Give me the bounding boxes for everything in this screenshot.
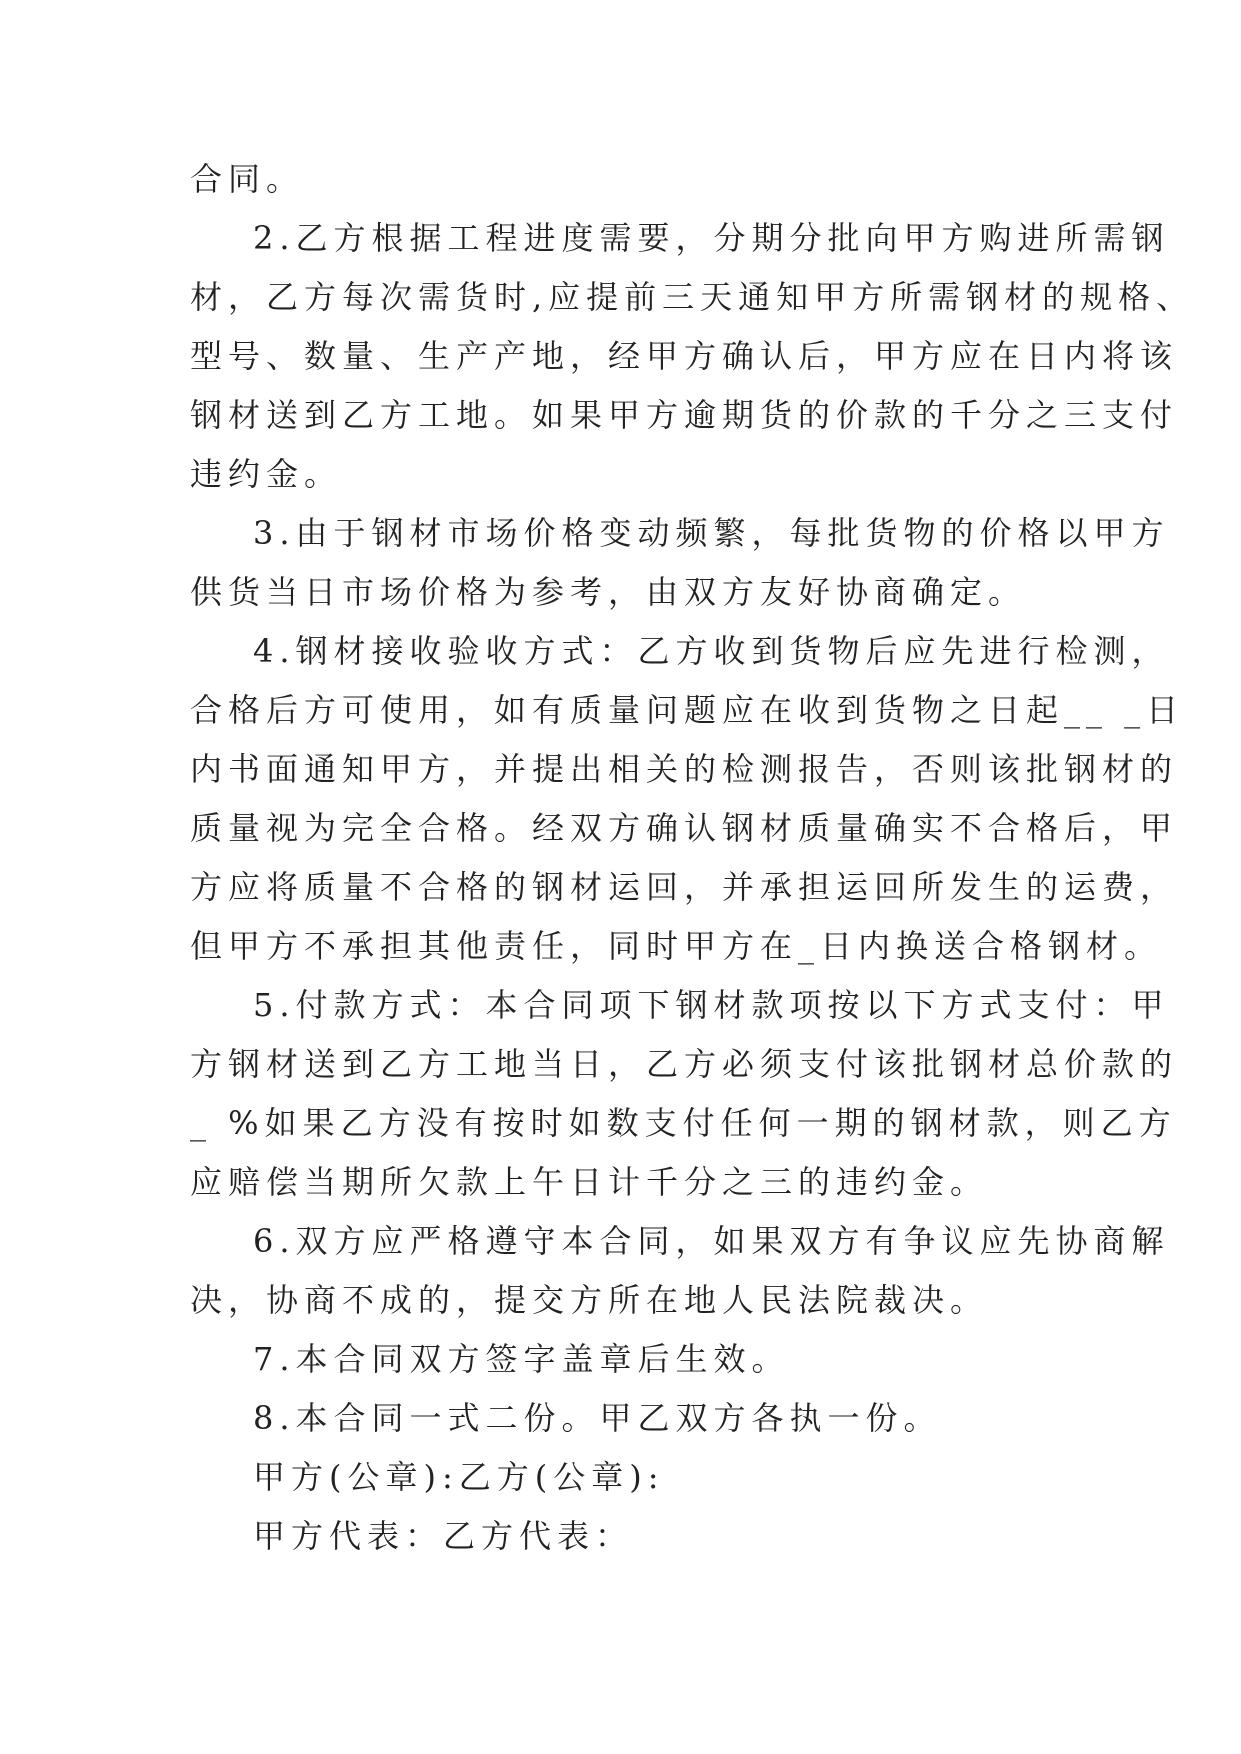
signature-line-seal: 甲方(公章):乙方(公章): — [253, 1458, 665, 1496]
text-line: 违约金。 — [190, 455, 343, 493]
text-line: 应赔偿当期所欠款上午日计千分之三的违约金。 — [190, 1163, 989, 1201]
contract-body — [190, 150, 1195, 1566]
text-line: 7.本合同双方签字盖章后生效。 — [253, 1340, 790, 1378]
text-line: 内书面通知甲方，并提出相关的检测报告，否则该批钢材的 — [190, 750, 1179, 788]
text-line: 3.由于钢材市场价格变动频繁，每批货物的价格以甲方 — [253, 514, 1170, 552]
text-line: 8.本合同一式二份。甲乙双方各执一份。 — [253, 1399, 942, 1437]
text-line: 型号、数量、生产产地，经甲方确认后，甲方应在日内将该 — [190, 337, 1179, 375]
text-line: 6.双方应严格遵守本合同，如果双方有争议应先协商解 — [253, 1222, 1170, 1260]
signature-line-representative: 甲方代表：乙方代表： — [253, 1517, 634, 1555]
text-line: _ %如果乙方没有按时如数支付任何一期的钢材款，则乙方 — [190, 1104, 1177, 1142]
text-line: 方应将质量不合格的钢材运回，并承担运回所发生的运费， — [190, 868, 1179, 906]
text-line: 钢材送到乙方工地。如果甲方逾期货的价款的千分之三支付 — [190, 396, 1179, 434]
text-line: 供货当日市场价格为参考，由双方友好协商确定。 — [190, 573, 1027, 611]
text-line: 方钢材送到乙方工地当日，乙方必须支付该批钢材总价款的 — [190, 1045, 1179, 1083]
text-line: 合同。 — [190, 160, 305, 198]
text-line: 质量视为完全合格。经双方确认钢材质量确实不合格后，甲 — [190, 809, 1179, 847]
text-line: 但甲方不承担其他责任，同时甲方在_日内换送合格钢材。 — [190, 927, 1163, 965]
text-line: 决，协商不成的，提交方所在地人民法院裁决。 — [190, 1281, 989, 1319]
text-line: 2.乙方根据工程进度需要，分期分批向甲方购进所需钢 — [253, 219, 1170, 257]
text-line: 4.钢材接收验收方式：乙方收到货物后应先进行检测， — [253, 632, 1170, 670]
text-line: 合格后方可使用，如有质量问题应在收到货物之日起__ _日 — [190, 691, 1185, 729]
text-line: 5.付款方式：本合同项下钢材款项按以下方式支付：甲 — [253, 986, 1170, 1024]
text-line: 材，乙方每次需货时,应提前三天通知甲方所需钢材的规格、 — [190, 278, 1195, 316]
